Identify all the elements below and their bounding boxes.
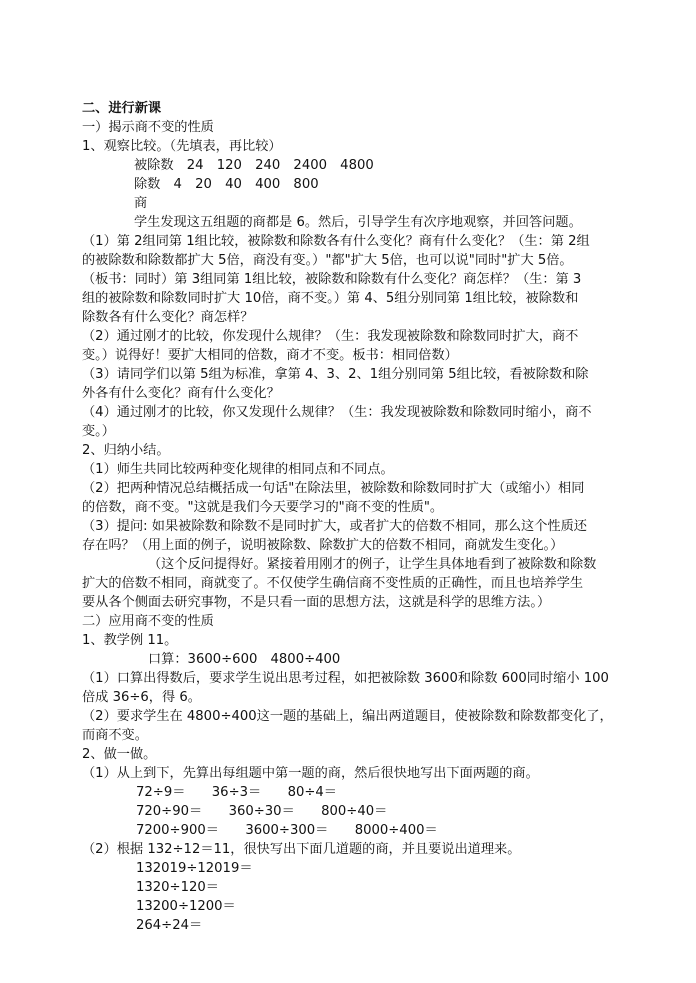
paragraph-line: （3）请同学们以第 5组为标准，拿第 4、3、2、1组分别同第 5组比较，看被除数和除 <box>82 367 589 382</box>
exercise-row: 1320÷120＝ <box>136 880 219 895</box>
mental-calc-line: 口算：3600÷600 4800÷400 <box>148 652 341 667</box>
exercise-row: 13200÷1200＝ <box>136 899 236 914</box>
paragraph-line: 的被除数和除数都扩大 5倍，商没有变。）"都"扩大 5倍，也可以说"同时"扩大 5倍。 <box>82 253 573 268</box>
paragraph-line: 组的被除数和除数同时扩大 10倍，商不变。）第 4、5组分别同第 1组比较，被除数和 <box>82 291 579 306</box>
paragraph-line: 学生发现这五组题的商都是 6。然后，引导学生有次序地观察，并回答问题。 <box>134 215 582 230</box>
paragraph-line: 除数各有什么变化？商怎样？ <box>82 310 254 325</box>
subsection-heading-reveal: 一）揭示商不变的性质 <box>82 120 214 135</box>
paragraph-line: （这个反问提得好。紧接着用刚才的例子，让学生具体地看到了被除数和除数 <box>148 557 597 572</box>
paragraph-line: （4）通过刚才的比较，你又发现什么规律？（生：我发现被除数和除数同时缩小，商不 <box>82 405 592 420</box>
exercise-row: 72÷9＝ 36÷3＝ 80÷4＝ <box>136 785 337 800</box>
paragraph-line: 的倍数，商不变。"这就是我们今天要学习的"商不变的性质"。 <box>82 500 444 515</box>
item-practice: 2、做一做。 <box>82 747 157 762</box>
paragraph-line: （3）提问: 如果被除数和除数不是同时扩大，或者扩大的倍数不相同，那么这个性质还 <box>82 519 587 534</box>
table-row-dividend: 被除数 24 120 240 2400 4800 <box>134 158 374 173</box>
paragraph-line: （2）通过刚才的比较，你发现什么规律？（生：我发现被除数和除数同时扩大，商不 <box>82 329 579 344</box>
paragraph-line: 变。） <box>82 424 115 439</box>
paragraph-line: （1）师生共同比较两种变化规律的相同点和不同点。 <box>82 462 394 477</box>
item-summary: 2、归纳小结。 <box>82 443 170 458</box>
paragraph-line: 扩大的倍数不相同，商就变了。不仅使学生确信商不变性质的正确性，而且也培养学生 <box>82 576 584 591</box>
paragraph-line: 外各有什么变化？商有什么变化？ <box>82 386 280 401</box>
paragraph-line: （2）要求学生在 4800÷400这一题的基础上，编出两道题目，使被除数和除数都变化了， <box>82 709 613 724</box>
paragraph-line: （1）从上到下，先算出每组题中第一题的商，然后很快地写出下面两题的商。 <box>82 766 539 781</box>
paragraph-line: （板书：同时）第 3组同第 1组比较，被除数和除数有什么变化？商怎样？（生：第 3 <box>82 272 582 287</box>
paragraph-line: （2）根据 132÷12＝11，很快写出下面几道题的商，并且要说出道理来。 <box>82 842 521 857</box>
paragraph-line: 倍成 36÷6，得 6。 <box>82 690 201 705</box>
table-row-quotient: 商 <box>134 196 148 211</box>
item-observe-compare: 1、观察比较。（先填表，再比较） <box>82 139 282 154</box>
table-row-divisor: 除数 4 20 40 400 800 <box>134 177 319 192</box>
subsection-heading-apply: 二）应用商不变的性质 <box>82 614 214 629</box>
paragraph-line: 而商不变。 <box>82 728 148 743</box>
paragraph-line: 存在吗？（用上面的例子，说明被除数、除数扩大的倍数不相同，商就发生变化。） <box>82 538 564 553</box>
paragraph-line: （1）口算出得数后，要求学生说出思考过程，如把被除数 3600和除数 600同时缩小 100 <box>82 671 609 686</box>
paragraph-line: （2）把两种情况总结概括成一句话"在除法里，被除数和除数同时扩大（或缩小）相同 <box>82 481 585 496</box>
exercise-row: 264÷24＝ <box>136 918 203 933</box>
paragraph-line: 变。）说得好！要扩大相同的倍数，商才不变。板书：相同倍数） <box>82 348 458 363</box>
paragraph-line: 要从各个侧面去研究事物，不是只看一面的思想方法，这就是科学的思维方法。） <box>82 595 551 610</box>
exercise-row: 132019÷12019＝ <box>136 861 253 876</box>
section-heading-new-lesson: 二、进行新课 <box>82 101 162 116</box>
item-example-11: 1、教学例 11。 <box>82 633 178 648</box>
exercise-row: 7200÷900＝ 3600÷300＝ 8000÷400＝ <box>136 823 438 838</box>
paragraph-line: （1）第 2组同第 1组比较，被除数和除数各有什么变化？商有什么变化？（生：第 2组 <box>82 234 590 249</box>
exercise-row: 720÷90＝ 360÷30＝ 800÷40＝ <box>136 804 388 819</box>
